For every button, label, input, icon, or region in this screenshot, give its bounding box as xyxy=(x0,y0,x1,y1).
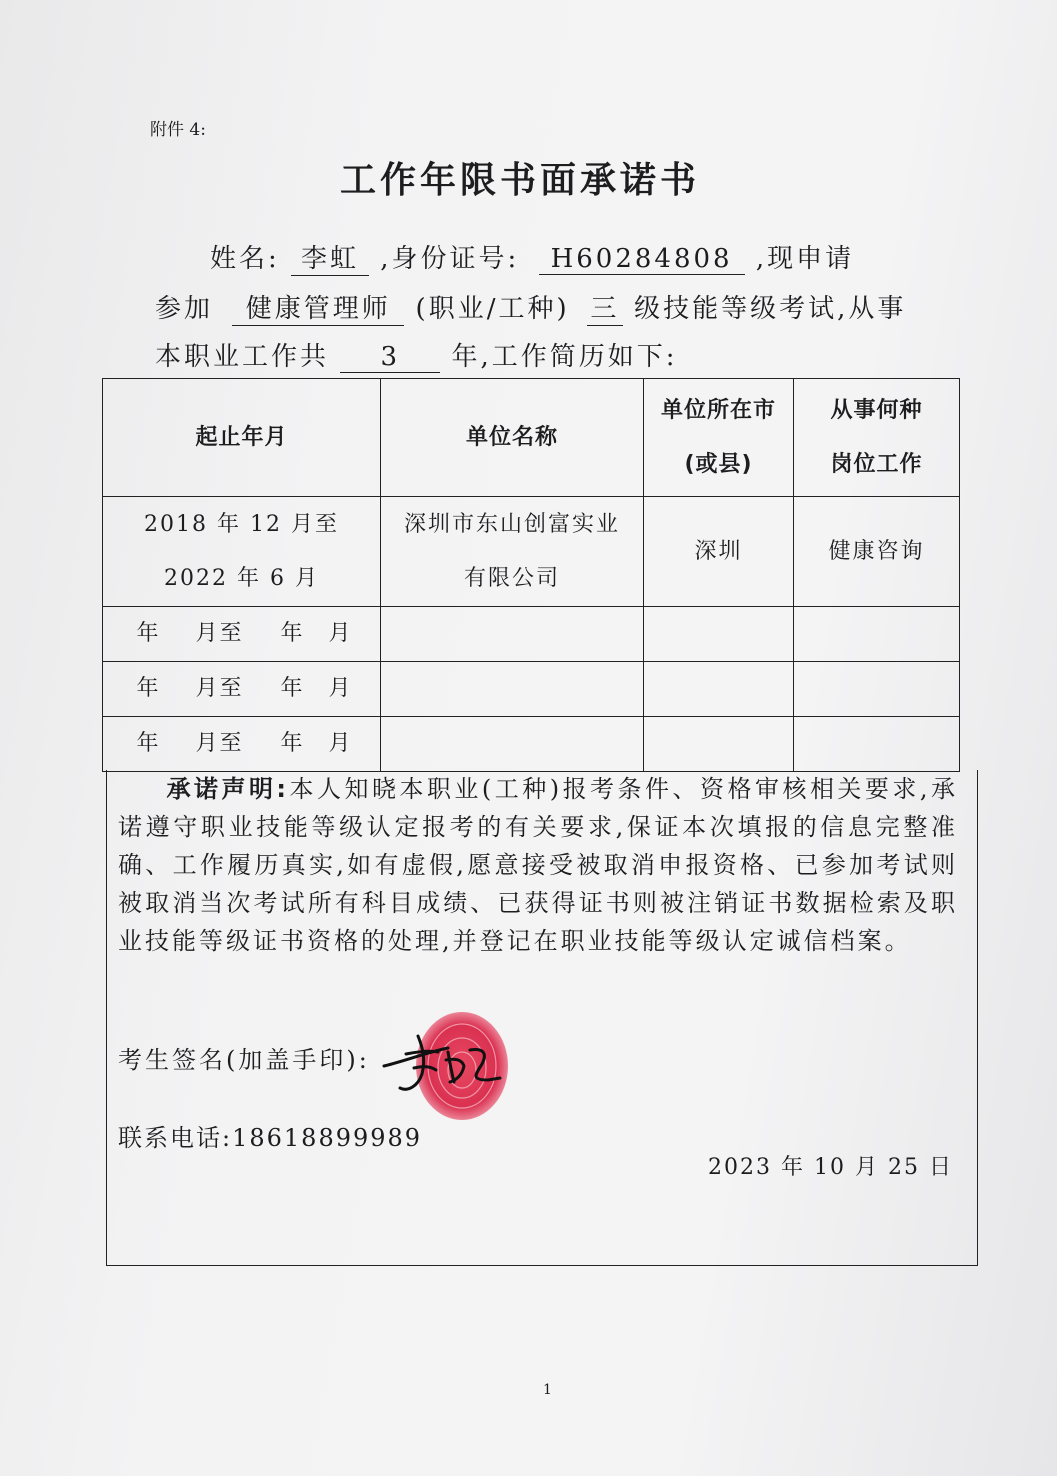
year-blank: 年 xyxy=(280,621,305,646)
handwritten-signature xyxy=(378,1022,508,1102)
cell-period-blank xyxy=(103,717,381,772)
cell-job-blank xyxy=(794,607,960,662)
year-blank: 年 xyxy=(136,731,161,756)
cell-city-blank xyxy=(644,607,794,662)
intro-line-2 xyxy=(155,288,906,326)
id-label: ,身份证号: xyxy=(380,244,520,274)
intro-line-3 xyxy=(155,336,678,373)
month-blank: 月 xyxy=(328,621,353,646)
period-end: 2022 年 6 月 xyxy=(164,565,319,591)
month-blank: 月 xyxy=(328,731,353,756)
month-blank: 月 xyxy=(328,676,353,701)
occupation-suffix: (职业/工种) xyxy=(415,294,570,324)
header-period: 起止年月 xyxy=(103,379,381,497)
cell-job-blank xyxy=(794,662,960,717)
declaration-text xyxy=(118,770,958,960)
header-city-line1: 单位所在市 xyxy=(660,397,776,423)
name-label: 姓名: xyxy=(210,244,280,274)
occupation-value: 健康管理师 xyxy=(232,288,404,326)
table-row xyxy=(103,607,960,662)
years-suffix: 年,工作简历如下: xyxy=(451,342,678,372)
month-to-blank: 月至 xyxy=(195,731,244,756)
cell-period xyxy=(103,497,381,607)
header-city xyxy=(644,379,794,497)
year-blank: 年 xyxy=(136,676,161,701)
level-suffix: 级技能等级考试,从事 xyxy=(634,294,907,324)
join-label: 参加 xyxy=(155,294,214,324)
id-number-value: H60284808 xyxy=(539,244,745,275)
cell-period-blank xyxy=(103,607,381,662)
declaration-label: 承诺声明: xyxy=(166,775,290,803)
apply-text: ,现申请 xyxy=(755,244,855,274)
cell-period-blank xyxy=(103,662,381,717)
company-line2: 有限公司 xyxy=(463,565,560,591)
year-blank: 年 xyxy=(136,621,161,646)
signature-label: 考生签名(加盖手印): xyxy=(118,1046,370,1074)
intro-line-1 xyxy=(210,238,854,276)
declaration-body: 本人知晓本职业(工种)报考条件、资格审核相关要求,承诺遵守职业技能等级认定报考的有关要求,保证本次填报的信息完整准确、工作履历真实,如有虚假,愿意接受被取消申报资格、已参加考试则被取消当次考试所有科目成绩、已获得证书则被注销证书数据检索及职业技能等级证书资格的处理,并登记在职业技能等级认定诚信档案。 xyxy=(118,775,958,955)
cell-city-blank xyxy=(644,662,794,717)
year-blank: 年 xyxy=(280,676,305,701)
name-value: 李虹 xyxy=(291,238,369,276)
attachment-label: 附件 4: xyxy=(150,120,206,140)
cell-company-blank xyxy=(381,717,644,772)
month-to-blank: 月至 xyxy=(195,676,244,701)
cell-job: 健康咨询 xyxy=(794,497,960,607)
years-value: 3 xyxy=(340,342,440,373)
cell-city-blank xyxy=(644,717,794,772)
work-history-table xyxy=(102,378,960,772)
period-start: 2018 年 12 月至 xyxy=(144,511,339,537)
cell-company-blank xyxy=(381,607,644,662)
header-company: 单位名称 xyxy=(381,379,644,497)
years-prefix: 本职业工作共 xyxy=(155,342,330,372)
sign-date: 2023 年 10 月 25 日 xyxy=(708,1155,953,1180)
header-city-line2: (或县) xyxy=(684,451,753,477)
document-title: 工作年限书面承诺书 xyxy=(339,159,700,201)
header-job-line1: 从事何种 xyxy=(830,397,923,423)
phone-number: 18618899989 xyxy=(232,1124,423,1152)
cell-city: 深圳 xyxy=(644,497,794,607)
header-job-line2: 岗位工作 xyxy=(830,451,923,477)
header-job xyxy=(794,379,960,497)
month-to-blank: 月至 xyxy=(195,621,244,646)
cell-job-blank xyxy=(794,717,960,772)
table-row xyxy=(103,497,960,607)
table-row xyxy=(103,717,960,772)
company-line1: 深圳市东山创富实业 xyxy=(403,511,620,537)
phone-label: 联系电话: xyxy=(118,1124,233,1152)
table-header-row xyxy=(103,379,960,497)
level-value: 三 xyxy=(587,288,623,326)
phone-line xyxy=(118,1118,422,1153)
cell-company xyxy=(381,497,644,607)
year-blank: 年 xyxy=(280,731,305,756)
page-number: 1 xyxy=(543,1382,552,1398)
table-row xyxy=(103,662,960,717)
cell-company-blank xyxy=(381,662,644,717)
